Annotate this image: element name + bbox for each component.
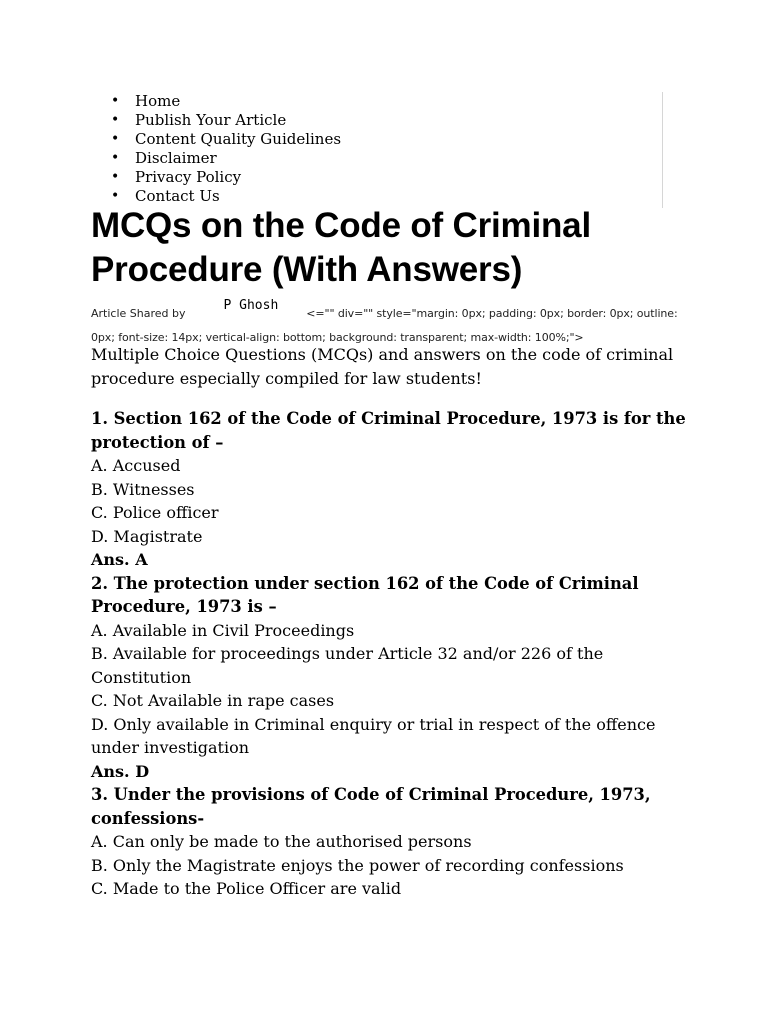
nav-item-home — [91, 92, 651, 111]
option: A. Can only be made to the authorised persons — [91, 832, 472, 851]
site-nav — [91, 92, 651, 206]
option: D. Magistrate — [91, 526, 203, 546]
question-text: 2. The protection under section 162 of the Code of Criminal Procedure, 1973 is – — [91, 573, 639, 616]
question-text: 1. Section 162 of the Code of Criminal Procedure, 1973 is for the protection of – — [91, 409, 686, 452]
intro-paragraph: Multiple Choice Questions (MCQs) and answers on the code of criminal procedure especially compiled for law students! — [91, 345, 674, 388]
question-block — [91, 572, 691, 784]
nav-item-publish — [91, 111, 651, 130]
nav-link-contact[interactable]: Contact Us — [135, 187, 220, 205]
question-block — [91, 407, 691, 572]
option: B. Only the Magistrate enjoys the power of recording confessions — [91, 855, 624, 875]
article-title: MCQs on the Code of Criminal Procedure (With Answers) — [91, 206, 591, 289]
nav-link-guidelines[interactable]: Content Quality Guidelines — [135, 130, 342, 148]
option: B. Witnesses — [91, 479, 195, 499]
option: B. Available for proceedings under Article 32 and/or 226 of the Constitution — [91, 644, 604, 687]
option: D. Only available in Criminal enquiry or trial in respect of the offence under investigation — [91, 714, 656, 757]
option: C. Made to the Police Officer are valid — [91, 879, 402, 898]
nav-link-publish[interactable]: Publish Your Article — [135, 111, 287, 129]
answer-text: Ans. A — [91, 550, 148, 569]
nav-item-guidelines — [91, 130, 651, 149]
option: C. Not Available in rape cases — [91, 691, 335, 710]
option: C. Police officer — [91, 503, 219, 522]
nav-link-privacy[interactable]: Privacy Policy — [135, 168, 242, 186]
answer-text: Ans. D — [91, 761, 150, 781]
nav-link-home[interactable]: Home — [135, 92, 181, 110]
question-text: 3. Under the provisions of Code of Criminal Procedure, 1973, confessions- — [91, 785, 651, 828]
raw-markup-text: <="" div="" style="margin: 0px; padding: 0px; border: 0px; outline: 0px; font-size: 14px; vertical-align: bottom; background: transparent; max-width: 100%;"> — [91, 307, 678, 344]
nav-item-disclaimer — [91, 149, 651, 168]
question-block — [91, 783, 691, 901]
byline-label: Article Shared by — [91, 307, 186, 320]
nav-link-disclaimer[interactable]: Disclaimer — [135, 149, 217, 167]
nav-item-privacy — [91, 168, 651, 187]
vertical-divider — [662, 92, 663, 208]
article-body — [91, 343, 691, 901]
option: A. Available in Civil Proceedings — [91, 620, 355, 640]
author-name[interactable]: P Ghosh — [223, 298, 279, 313]
option: A. Accused — [91, 456, 181, 475]
